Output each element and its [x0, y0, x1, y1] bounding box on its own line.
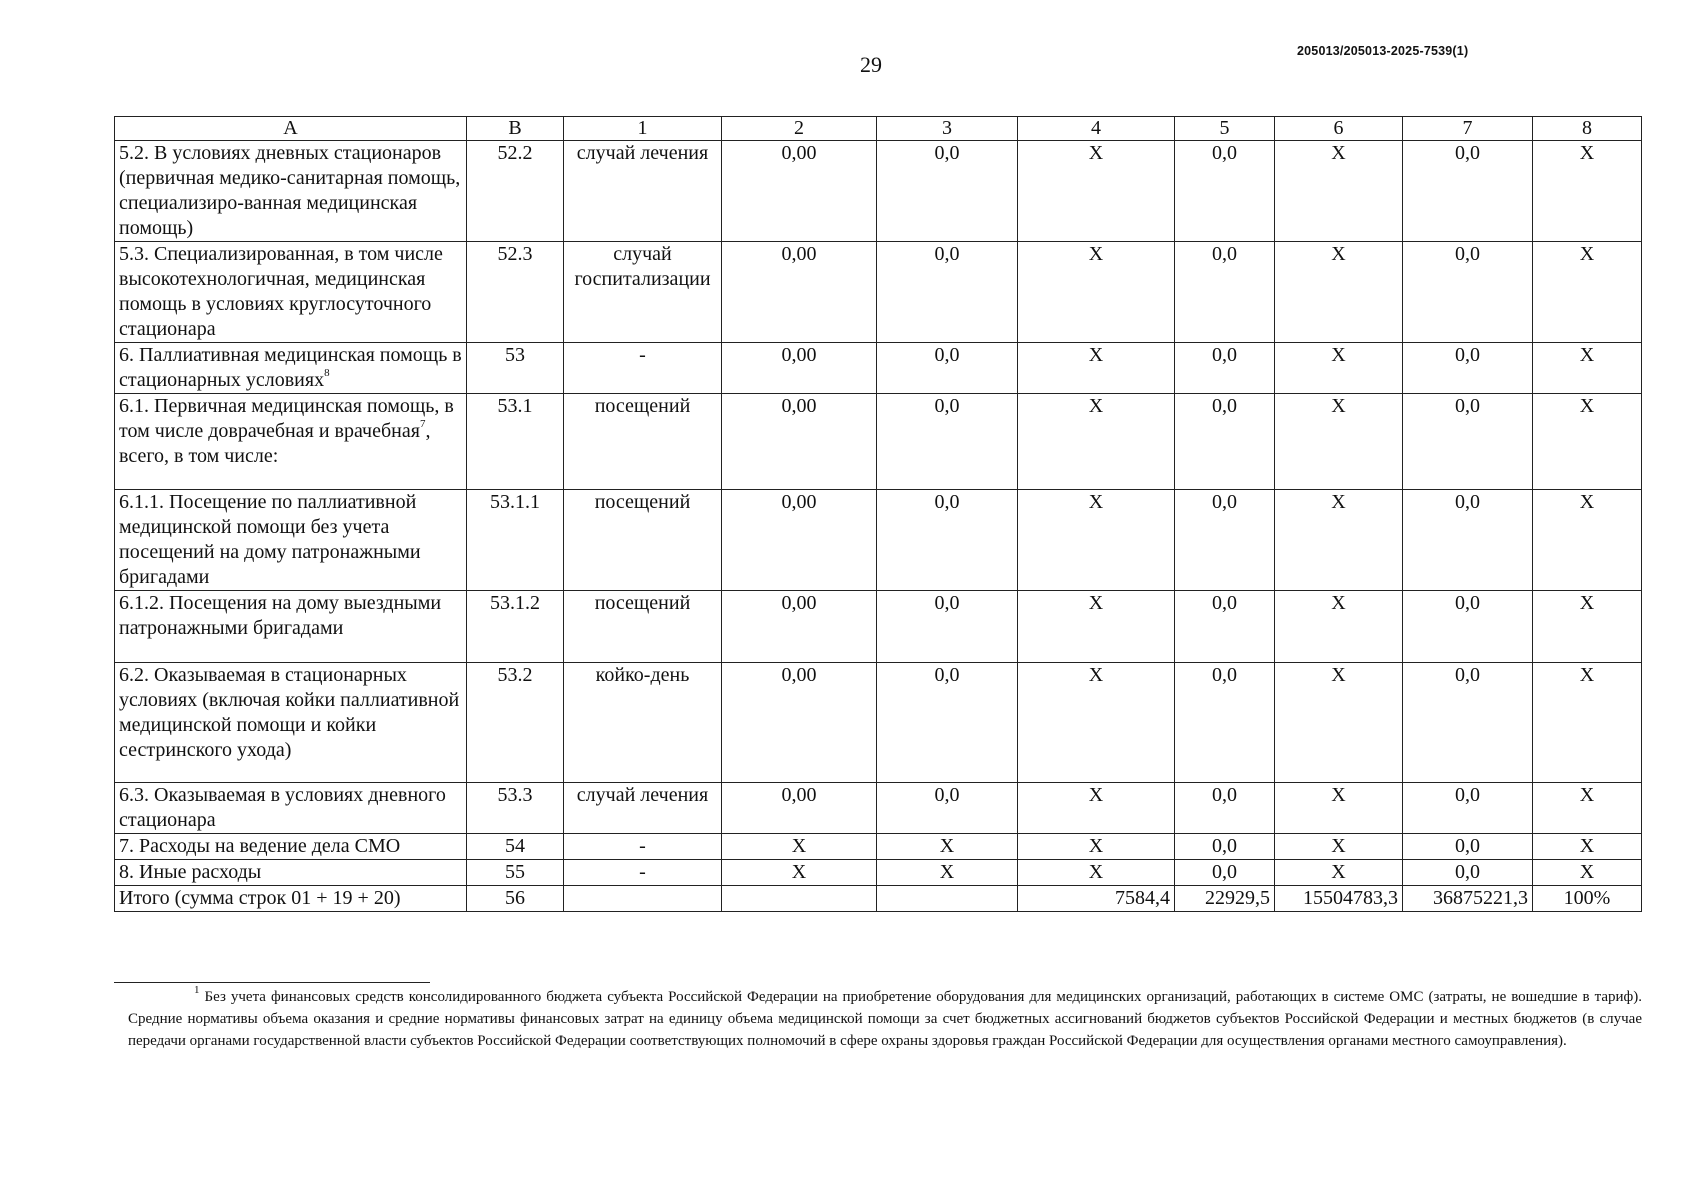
- cell-col-4: 7584,4: [1018, 886, 1175, 912]
- table-row: [115, 591, 1642, 663]
- cell-col-7: 0,0: [1403, 394, 1533, 490]
- column-header: 8: [1533, 117, 1642, 141]
- column-header: B: [467, 117, 564, 141]
- row-unit: случай госпитализации: [564, 242, 722, 343]
- cell-col-5: 0,0: [1175, 860, 1275, 886]
- row-name-text: 6.2. Оказываемая в стационарных условиях (включая койки паллиативной медицинской помощи и койки сестринского ухода): [119, 664, 460, 761]
- cell-col-7: 0,0: [1403, 860, 1533, 886]
- row-name-text: Итого (сумма строк 01 + 19 + 20): [119, 887, 401, 909]
- cell-col-6: X: [1275, 663, 1403, 783]
- cell-col-6: X: [1275, 141, 1403, 242]
- cell-col-4: X: [1018, 783, 1175, 834]
- column-header: 7: [1403, 117, 1533, 141]
- cell-col-4: X: [1018, 343, 1175, 394]
- table-row: [115, 490, 1642, 591]
- row-name-text: 7. Расходы на ведение дела СМО: [119, 835, 401, 857]
- row-unit: случай лечения: [564, 783, 722, 834]
- cell-col-8: X: [1533, 834, 1642, 860]
- table-row: [115, 663, 1642, 783]
- row-code: 53.3: [467, 783, 564, 834]
- row-name: [115, 343, 467, 394]
- cell-col-3: 0,0: [877, 663, 1018, 783]
- cell-col-4: X: [1018, 591, 1175, 663]
- cell-col-5: 0,0: [1175, 591, 1275, 663]
- row-code: 52.3: [467, 242, 564, 343]
- column-header: 4: [1018, 117, 1175, 141]
- cell-col-5: 0,0: [1175, 141, 1275, 242]
- cell-col-7: 0,0: [1403, 663, 1533, 783]
- table-row: [115, 242, 1642, 343]
- cell-col-2: 0,00: [722, 141, 877, 242]
- cell-col-3: X: [877, 834, 1018, 860]
- cell-col-2: 0,00: [722, 591, 877, 663]
- cell-col-6: X: [1275, 394, 1403, 490]
- table-row: [115, 783, 1642, 834]
- row-name-continuation: , всего, в том числе:: [119, 420, 431, 467]
- row-name-text: 6.1.1. Посещение по паллиативной медицинской помощи без учета посещений на дому патронажными бригадами: [119, 491, 421, 588]
- row-name: [115, 591, 467, 663]
- column-header: 6: [1275, 117, 1403, 141]
- cell-col-8: X: [1533, 343, 1642, 394]
- footnote-separator: [114, 982, 430, 983]
- column-header: A: [115, 117, 467, 141]
- row-code: 53.2: [467, 663, 564, 783]
- cell-col-3: 0,0: [877, 591, 1018, 663]
- row-code: 53.1: [467, 394, 564, 490]
- row-name: [115, 783, 467, 834]
- cell-col-6: X: [1275, 490, 1403, 591]
- column-header: 3: [877, 117, 1018, 141]
- cell-col-7: 36875221,3: [1403, 886, 1533, 912]
- cell-col-8: X: [1533, 141, 1642, 242]
- cell-col-4: X: [1018, 860, 1175, 886]
- row-name-text: 6.1. Первичная медицинская помощь, в том числе доврачебная и врачебная: [119, 395, 454, 442]
- row-unit: -: [564, 834, 722, 860]
- cell-col-4: X: [1018, 490, 1175, 591]
- row-name-text: 5.2. В условиях дневных стационаров (первичная медико-санитарная помощь, специализиро-ванная медицинская помощь): [119, 142, 461, 239]
- cell-col-3: 0,0: [877, 242, 1018, 343]
- row-unit: посещений: [564, 490, 722, 591]
- row-name: [115, 886, 467, 912]
- row-unit: случай лечения: [564, 141, 722, 242]
- column-header: 2: [722, 117, 877, 141]
- table-row: [115, 141, 1642, 242]
- footnote-text: Без учета финансовых средств консолидированного бюджета субъекта Российской Федерации на приобретение оборудования для медицинских организаций, работающих в системе ОМС (затраты, не вошедшие в тариф). Средние нормативы объема оказания и средние нормативы финансовых затрат на единицу объема медицинской помощи за счет бюджетных ассигнований бюджетов субъектов Российской Федерации и местных бюджетов (в случае передачи органами государственной власти субъектов Российской Федерации соответствующих полномочий в сфере охраны здоровья граждан Российской Федерации для осуществления органами местного самоуправления).: [128, 989, 1643, 1049]
- cell-col-8: X: [1533, 242, 1642, 343]
- row-code: 56: [467, 886, 564, 912]
- cell-col-6: X: [1275, 860, 1403, 886]
- row-unit: -: [564, 860, 722, 886]
- cell-col-5: 0,0: [1175, 490, 1275, 591]
- cell-col-8: X: [1533, 591, 1642, 663]
- row-unit: посещений: [564, 394, 722, 490]
- cell-col-3: 0,0: [877, 394, 1018, 490]
- table-row: [115, 394, 1642, 490]
- cell-col-7: 0,0: [1403, 490, 1533, 591]
- cell-col-7: 0,0: [1403, 343, 1533, 394]
- cell-col-4: X: [1018, 242, 1175, 343]
- cell-col-3: 0,0: [877, 141, 1018, 242]
- cell-col-6: X: [1275, 242, 1403, 343]
- footnote: [128, 986, 1642, 1052]
- row-unit: койко-день: [564, 663, 722, 783]
- row-name: [115, 141, 467, 242]
- row-name-text: 5.3. Специализированная, в том числе высокотехнологичная, медицинская помощь в условиях круглосуточного стационара: [119, 243, 443, 340]
- cell-col-6: X: [1275, 343, 1403, 394]
- row-name: [115, 834, 467, 860]
- table-header-row: [115, 117, 1642, 141]
- row-name: [115, 490, 467, 591]
- row-code: 54: [467, 834, 564, 860]
- cell-col-2: 0,00: [722, 783, 877, 834]
- cell-col-2: 0,00: [722, 663, 877, 783]
- cell-col-2: X: [722, 860, 877, 886]
- cell-col-4: X: [1018, 394, 1175, 490]
- row-unit: [564, 886, 722, 912]
- financing-table: [114, 116, 1642, 912]
- row-name-text: 6. Паллиативная медицинская помощь в стационарных условиях: [119, 344, 462, 391]
- cell-col-3: X: [877, 860, 1018, 886]
- cell-col-3: 0,0: [877, 343, 1018, 394]
- cell-col-5: 0,0: [1175, 663, 1275, 783]
- row-name-text: 6.3. Оказываемая в условиях дневного стационара: [119, 784, 446, 831]
- column-header: 1: [564, 117, 722, 141]
- cell-col-2: 0,00: [722, 490, 877, 591]
- footnote-reference: 8: [324, 367, 330, 380]
- cell-col-2: [722, 886, 877, 912]
- cell-col-4: X: [1018, 663, 1175, 783]
- table-row: [115, 834, 1642, 860]
- row-code: 52.2: [467, 141, 564, 242]
- table-body: [115, 141, 1642, 912]
- cell-col-3: 0,0: [877, 783, 1018, 834]
- cell-col-3: [877, 886, 1018, 912]
- row-unit: посещений: [564, 591, 722, 663]
- row-code: 55: [467, 860, 564, 886]
- cell-col-6: X: [1275, 591, 1403, 663]
- cell-col-8: 100%: [1533, 886, 1642, 912]
- table-row: [115, 343, 1642, 394]
- cell-col-8: X: [1533, 490, 1642, 591]
- cell-col-8: X: [1533, 860, 1642, 886]
- cell-col-7: 0,0: [1403, 141, 1533, 242]
- cell-col-8: X: [1533, 663, 1642, 783]
- cell-col-6: X: [1275, 783, 1403, 834]
- cell-col-2: 0,00: [722, 343, 877, 394]
- document-code: 205013/205013-2025-7539(1): [1297, 44, 1469, 58]
- row-name-text: 6.1.2. Посещения на дому выездными патронажными бригадами: [119, 592, 442, 639]
- row-name: [115, 860, 467, 886]
- row-code: 53.1.1: [467, 490, 564, 591]
- row-code: 53.1.2: [467, 591, 564, 663]
- table-row: [115, 886, 1642, 912]
- page-number: 29: [860, 52, 882, 77]
- row-name: [115, 663, 467, 783]
- row-code: 53: [467, 343, 564, 394]
- cell-col-4: X: [1018, 834, 1175, 860]
- cell-col-3: 0,0: [877, 490, 1018, 591]
- cell-col-2: 0,00: [722, 394, 877, 490]
- cell-col-2: X: [722, 834, 877, 860]
- cell-col-4: X: [1018, 141, 1175, 242]
- cell-col-8: X: [1533, 783, 1642, 834]
- cell-col-8: X: [1533, 394, 1642, 490]
- cell-col-5: 0,0: [1175, 343, 1275, 394]
- row-name: [115, 394, 467, 490]
- footnote-reference: 7: [419, 418, 426, 431]
- row-name: [115, 242, 467, 343]
- row-name-text: 8. Иные расходы: [119, 861, 262, 883]
- cell-col-5: 0,0: [1175, 783, 1275, 834]
- cell-col-5: 0,0: [1175, 834, 1275, 860]
- cell-col-6: 15504783,3: [1275, 886, 1403, 912]
- table-row: [115, 860, 1642, 886]
- cell-col-2: 0,00: [722, 242, 877, 343]
- column-header: 5: [1175, 117, 1275, 141]
- cell-col-7: 0,0: [1403, 591, 1533, 663]
- cell-col-6: X: [1275, 834, 1403, 860]
- cell-col-5: 0,0: [1175, 242, 1275, 343]
- cell-col-5: 0,0: [1175, 394, 1275, 490]
- row-unit: -: [564, 343, 722, 394]
- cell-col-7: 0,0: [1403, 783, 1533, 834]
- footnote-marker: 1: [194, 984, 200, 996]
- cell-col-7: 0,0: [1403, 834, 1533, 860]
- cell-col-7: 0,0: [1403, 242, 1533, 343]
- cell-col-5: 22929,5: [1175, 886, 1275, 912]
